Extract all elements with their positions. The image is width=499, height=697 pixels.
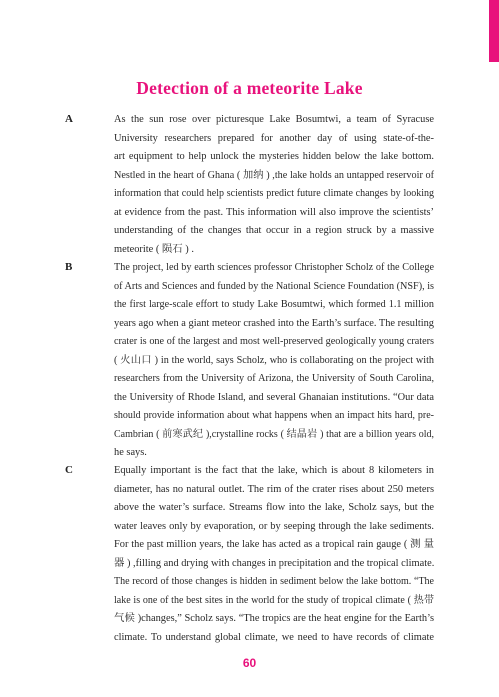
paragraph-line: For the past million years, the lake has acted as a tropical rain gauge ( 测 量 [114, 539, 434, 550]
paragraph-line: understanding of the changes that occur in a region struck by a massive [114, 225, 434, 236]
paragraph-line: at evidence from the past. This information will also improve the scientists’ [114, 206, 434, 218]
paragraph-line: the first large-scale effort to study Lake Bosumtwi, which formed 1.1 million [114, 299, 434, 310]
paragraph-line: climate. To understand global climate, we need to have records of climate [114, 631, 434, 643]
paragraph-line: of Arts and Sciences and funded by the National Science Foundation (NSF), is [114, 280, 434, 292]
paragraph-label: B [65, 261, 73, 273]
paragraph-line: researchers from the University of Arizona, the University of South Carolina, [114, 373, 434, 384]
paragraph-line: Nestled in the heart of Ghana ( 加纳 ) ,the lake holds an untapped reservoir of [114, 169, 434, 181]
paragraph-line: As the sun rose over picturesque Lake Bosumtwi, a team of Syracuse [114, 114, 434, 125]
paragraph-line: he says. [114, 447, 147, 458]
paragraph-line: Cambrian ( 前寒武纪 ),crystalline rocks ( 结晶岩 ) that are a billion years old, [114, 428, 434, 440]
paragraph-line: University researchers prepared for another day of using state-of-the- [114, 132, 434, 144]
paragraph-line: 气候 )changes,” Scholz says. “The tropics are the heat engine for the Earth’s [114, 613, 434, 624]
page-number: 60 [242, 656, 257, 670]
paragraph-line: water leaves only by evaporation, or by seeping through the lake sediments. [114, 520, 434, 532]
paragraph-line: Equally important is the fact that the lake, which is about 8 kilometers in [114, 465, 434, 476]
paragraph-line: ( 火山口 ) in the world, says Scholz, who is collaborating on the project with [114, 354, 434, 366]
paragraph-line: diameter, has no natural outlet. The rim of the crater rises about 250 meters [114, 483, 434, 495]
paragraph-line: lake is one of the best sites in the world for the study of tropical climate ( 热带 [114, 594, 434, 606]
paragraph-line: information that could help scientists predict future climate changes by looking [114, 188, 434, 199]
article-title: Detection of a meteorite Lake [136, 78, 363, 98]
paragraph-line: The project, led by earth sciences professor Christopher Scholz of the College [114, 262, 434, 273]
paragraph-line: above the water’s surface. Streams flow into the lake, Scholz says, but the [114, 502, 434, 513]
paragraph-line: should provide information about what happens when an impact hits hard, pre- [114, 410, 434, 421]
paragraph-line: years ago when a giant meteor crashed into the Earth’s surface. The resulting [114, 317, 434, 329]
paragraph-line: meteorite ( 陨石 ) . [114, 243, 194, 255]
paragraph-line: 器 ) ,filling and drying with changes in precipitation and the tropical climate. [114, 557, 435, 569]
paragraph-label: A [65, 113, 73, 125]
paragraph-label: C [65, 464, 73, 476]
paragraph-line: the University of Rhode Island, and several Ghanaian institutions. “Our data [114, 391, 434, 403]
page-edge-tab [489, 0, 499, 62]
paragraph-line: crater is one of the largest and most well-preserved geologically young craters [114, 336, 434, 347]
paragraph-line: art equipment to help unlock the mysteries hidden below the lake bottom. [114, 151, 434, 162]
paragraph-line: The record of those changes is hidden in sediment below the lake bottom. “The [114, 576, 434, 587]
